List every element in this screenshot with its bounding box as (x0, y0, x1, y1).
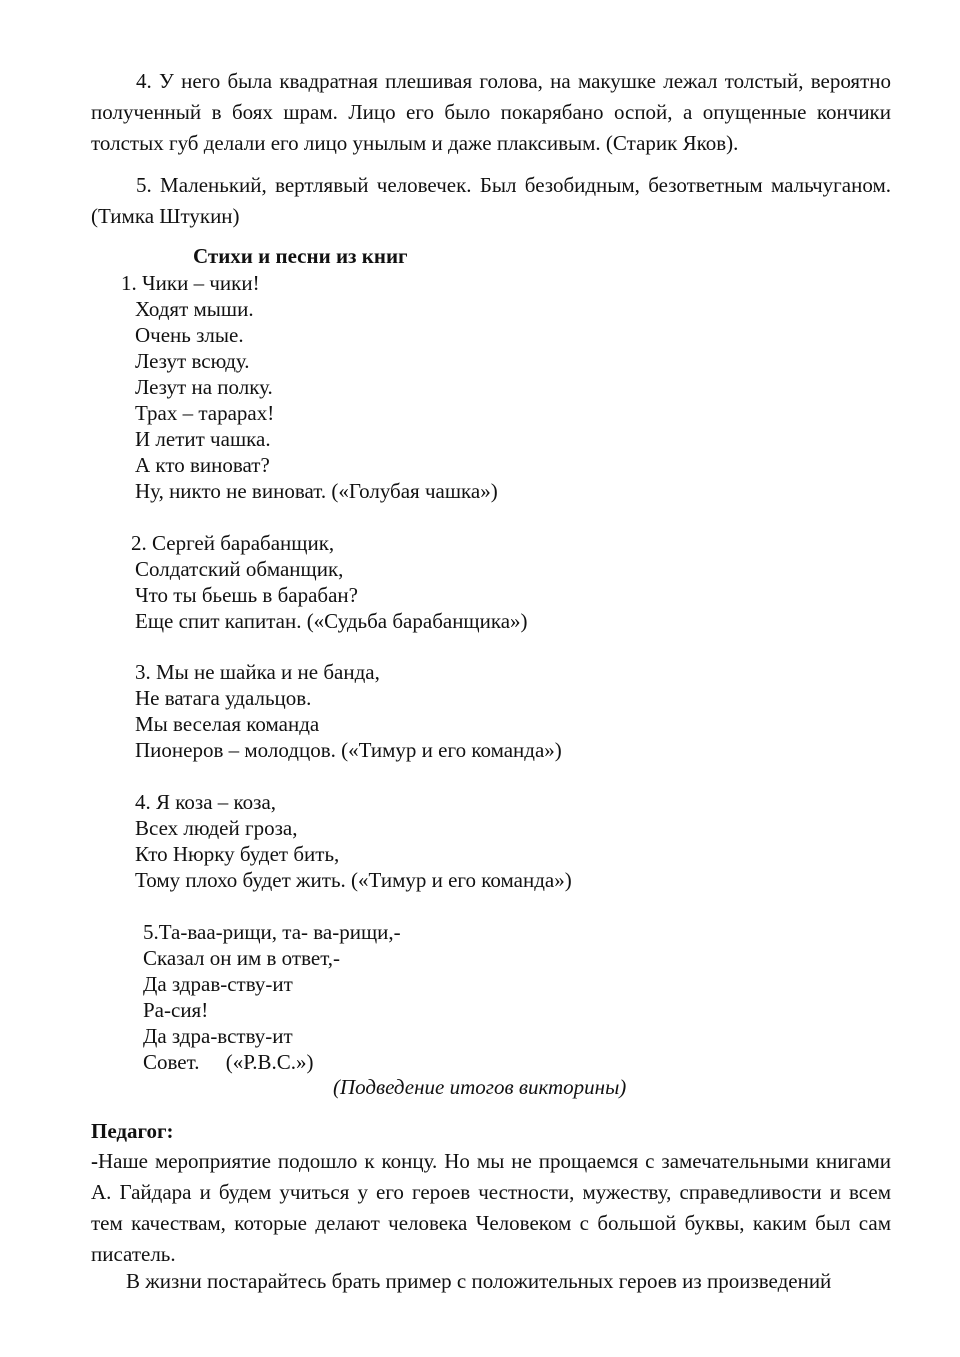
poem-line: И летит чашка. (135, 427, 271, 451)
poem-line: А кто виноват? (135, 453, 270, 477)
poem-line: Солдатский обманщик, (135, 557, 344, 581)
poem-line: Да здрав-ству-ит (143, 972, 293, 996)
poem-line: 1. Чики – чики! (121, 271, 260, 295)
poem-line: Пионеров – молодцов. («Тимур и его команда») (135, 738, 562, 762)
poem-line: Что ты бьешь в барабан? (135, 583, 358, 607)
poem-line: Ну, никто не виноват. («Голубая чашка») (135, 479, 498, 503)
poem-3 (135, 659, 562, 763)
poem-line: Кто Нюрку будет бить, (135, 842, 340, 866)
poem-2 (131, 530, 528, 634)
poem-line: Мы веселая команда (135, 712, 320, 736)
paragraph-old-yakov: 4. У него была квадратная плешивая голова, на макушке лежал толстый, вероятно полученный в боях шрам. Лицо его было покарябано оспой, а опущенные кончики толстых губ делали его лицо унылым и даже плаксивым. (Старик Яков). (91, 69, 891, 155)
poem-line: 4. Я коза – коза, (135, 790, 277, 814)
poem-line: Ходят мыши. (135, 297, 254, 321)
poem-line: 2. Сергей барабанщик, (131, 531, 335, 555)
closing-paragraph (91, 1146, 891, 1270)
poem-line: Трах – тарарах! (135, 401, 275, 425)
poem-line: Всех людей гроза, (135, 816, 298, 840)
poem-line: Лезут всюду. (135, 349, 250, 373)
poem-4 (135, 789, 572, 893)
poem-line: Тому плохо будет жить. («Тимур и его команда») (135, 868, 572, 892)
section-heading: Стихи и песни из книг (193, 244, 408, 268)
speaker-label: Педагог: (91, 1119, 174, 1143)
poem-line: Лезут на полку. (135, 375, 273, 399)
poem-1 (121, 270, 498, 504)
poem-line: 5.Та-ваа-рищи, та- ва-рищи,- (143, 920, 401, 944)
poem-line: Еще спит капитан. («Судьба барабанщика») (135, 609, 528, 633)
poem-line: Не ватага удальцов. (135, 686, 312, 710)
closing-dash: - (91, 1149, 98, 1173)
poem-line: 3. Мы не шайка и не банда, (135, 660, 380, 684)
last-line: В жизни постарайтесь брать пример с положительных героев из произведений (126, 1269, 832, 1293)
poem-line: Совет. («Р.В.С.») (143, 1050, 314, 1074)
poem-line: Очень злые. (135, 323, 244, 347)
summary-note: (Подведение итогов викторины) (333, 1075, 627, 1099)
poem-line: Да здра-вству-ит (143, 1024, 293, 1048)
paragraph-timka-shtukin: 5. Маленький, вертлявый человечек. Был безобидным, безответным мальчуганом. (Тимка Штукин) (91, 173, 891, 228)
poem-5 (143, 919, 401, 1075)
poem-line: Сказал он им в ответ,- (143, 946, 341, 970)
poem-line: Ра-сия! (143, 998, 209, 1022)
closing-text: Наше мероприятие подошло к концу. Но мы не прощаемся с замечательными книгами А. Гайдара и будем учиться у его героев честности, мужеству, справедливости и всем тем качествам, которые делают человека Человеком с большой буквы, каким был сам писатель. (91, 1149, 891, 1266)
